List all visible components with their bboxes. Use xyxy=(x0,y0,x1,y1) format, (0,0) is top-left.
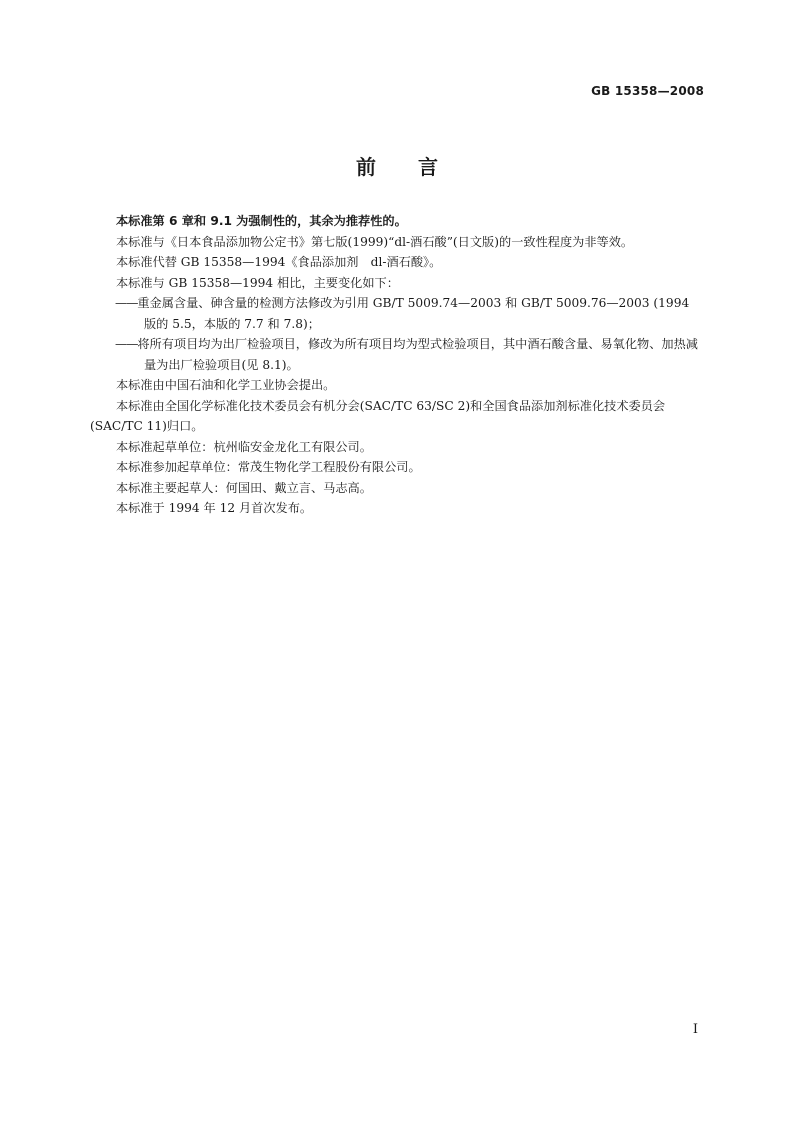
change-item xyxy=(90,334,704,375)
paragraph-proposed-by: 本标准由中国石油和化学工业协会提出。 xyxy=(116,378,336,392)
paragraph-under-jurisdiction: 本标准由全国化学标准化技术委员会有机分会(SAC/TC 63/SC 2)和全国食品添加剂标准化技术委员会(SAC/TC 11)归口。 xyxy=(90,398,666,433)
paragraph-changes-intro: 本标准与 GB 15358—1994 相比，主要变化如下： xyxy=(116,275,399,290)
page-number: I xyxy=(692,1022,698,1037)
paragraph-drafting-unit: 本标准起草单位：杭州临安金龙化工有限公司。 xyxy=(116,439,372,454)
change-item-text: 将所有项目均为出厂检验项目，修改为所有项目均为型式检验项目，其中酒石酸含量、易氧化物、加热减量为出厂检验项目(见 8.1)。 xyxy=(137,337,698,372)
foreword-body xyxy=(90,211,704,519)
page-title: 前言 xyxy=(356,155,480,179)
standard-number: GB 15358—2008 xyxy=(591,84,704,98)
paragraph-drafters: 本标准主要起草人：何国田、戴立言、马志高。 xyxy=(116,480,372,495)
paragraph-mandatory-scope: 本标准第 6 章和 9.1 为强制性的，其余为推荐性的。 xyxy=(116,214,407,228)
paragraph-first-issued: 本标准于 1994 年 12 月首次发布。 xyxy=(116,501,313,515)
dash-marker: —— xyxy=(115,296,138,310)
dash-marker: —— xyxy=(115,337,138,351)
paragraph-participating-unit: 本标准参加起草单位：常茂生物化学工程股份有限公司。 xyxy=(116,460,421,474)
paragraph-replaces: 本标准代替 GB 15358—1994《食品添加剂 dl-酒石酸》。 xyxy=(116,255,442,269)
change-item-text: 重金属含量、砷含量的检测方法修改为引用 GB/T 5009.74—2003 和 GB/T 5009.76—2003 (1994 版的 5.5，本版的 7.7 和 7.8)； xyxy=(137,296,690,331)
change-item xyxy=(90,293,704,334)
paragraph-consistency: 本标准与《日本食品添加物公定书》第七版(1999)“dl-酒石酸”(日文版)的一致性程度为非等效。 xyxy=(116,234,634,249)
